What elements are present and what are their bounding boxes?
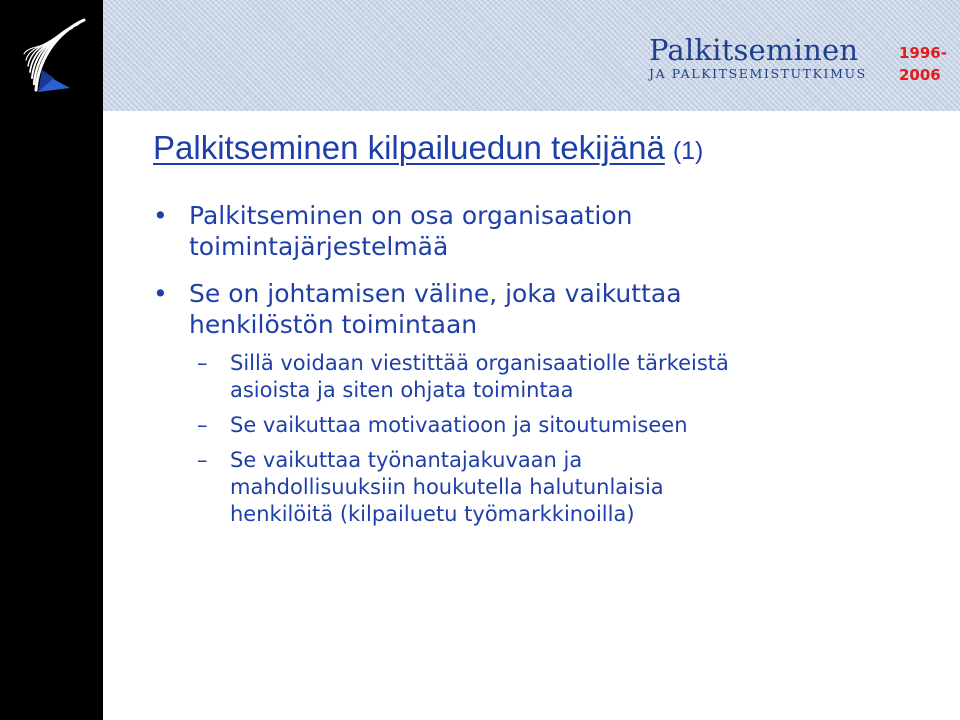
sub-bullet-line: Se vaikuttaa motivaatioon ja sitoutumiseen [230,413,688,437]
sub-bullet-item [153,350,913,404]
slide-title [153,128,703,168]
dash-icon: – [197,413,208,437]
sub-bullet-line: Se vaikuttaa työnantajakuvaan ja [230,448,583,472]
sub-bullet-line: henkilöitä (kilpailuetu työmarkkinoilla) [230,502,635,526]
bullet-line: Se on johtamisen väline, joka vaikuttaa [189,279,682,308]
sub-bullet-item [153,412,913,439]
slide-title-number: (1) [672,137,704,165]
bullet-line: Palkitseminen on osa organisaation [189,201,633,230]
brand-years-start: 1996- [899,44,947,62]
bullet-line: henkilöstön toimintaan [189,310,478,339]
bullet-icon: • [153,279,168,308]
logo-icon [14,12,90,94]
brand-name: Palkitseminen [649,33,859,67]
brand-years [899,42,947,86]
dash-icon: – [197,351,208,375]
brand-subtitle: JA PALKITSEMISTUTKIMUS [649,66,867,81]
sub-bullet-line: mahdollisuuksiin houkutella halutunlaisia [230,475,664,499]
brand-years-end: 2006 [899,66,941,84]
bullet-icon: • [153,201,168,230]
bullet-item [153,200,913,262]
left-sidebar-bar [0,0,103,720]
bullet-line: toimintajärjestelmää [189,232,449,261]
slide-title-text: Palkitseminen kilpailuedun tekijänä [153,129,665,166]
sub-bullet-line: asioista ja siten ohjata toimintaa [230,378,574,402]
sub-bullet-item [153,447,913,528]
slide-content [153,200,913,536]
bullet-item [153,278,913,340]
dash-icon: – [197,448,208,472]
brand-logotype [649,34,954,84]
sub-bullet-line: Sillä voidaan viestittää organisaatiolle tärkeistä [230,351,729,375]
